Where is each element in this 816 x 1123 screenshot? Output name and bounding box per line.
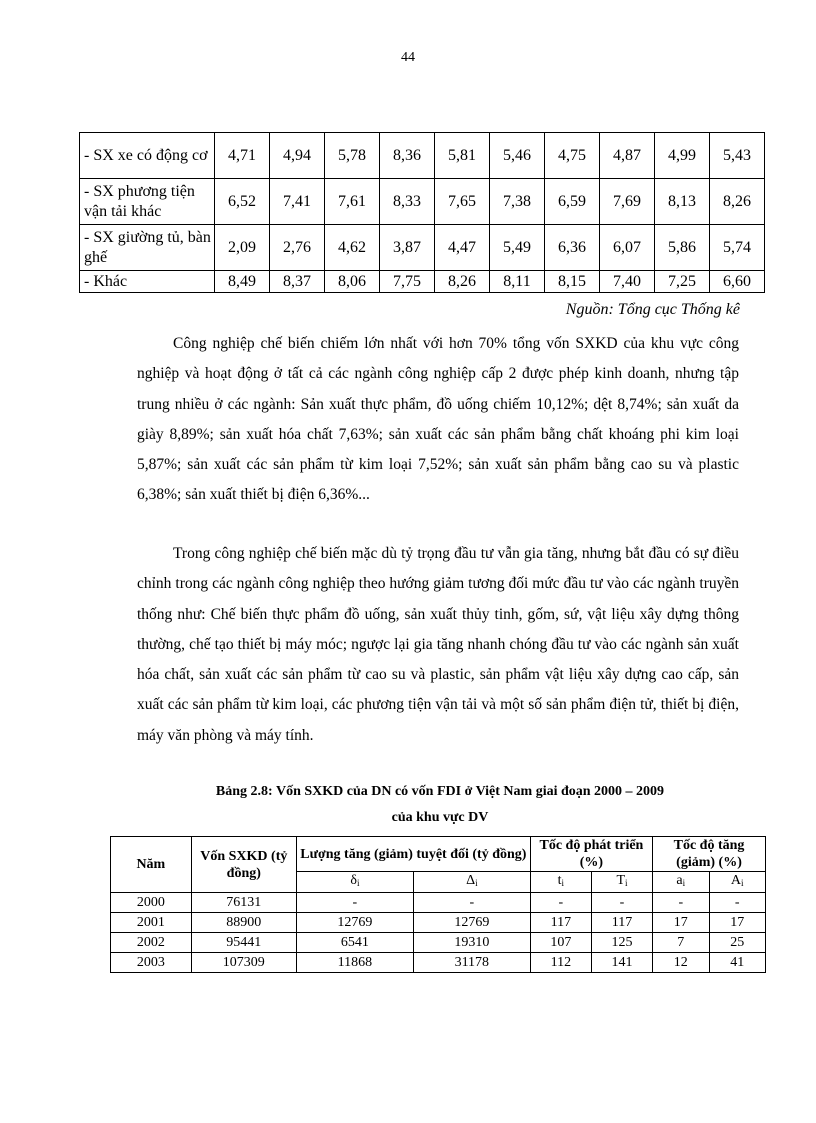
table-cell: 4,62 xyxy=(325,225,380,271)
table-cell-d: - xyxy=(296,893,413,913)
table-cell-t: - xyxy=(591,893,652,913)
table-cell: 8,37 xyxy=(270,271,325,293)
table-cell: 8,36 xyxy=(380,133,435,179)
table-cell: 8,26 xyxy=(710,179,765,225)
table-cell-capital: 107309 xyxy=(191,953,296,973)
table-cell-capital: 95441 xyxy=(191,933,296,953)
table-cell: 5,46 xyxy=(490,133,545,179)
header-absolute-change: Lượng tăng (giảm) tuyệt đối (tỷ đồng) xyxy=(296,837,530,872)
table-cell: 7,75 xyxy=(380,271,435,293)
table-cell: 4,71 xyxy=(215,133,270,179)
table-cell-d: - xyxy=(413,893,530,913)
table-cell-a: - xyxy=(653,893,709,913)
table-cell: 4,75 xyxy=(545,133,600,179)
table-cell: 8,06 xyxy=(325,271,380,293)
paragraph-investment-shift: Trong công nghiệp chế biến mặc dù tỷ trọng đầu tư vẫn gia tăng, nhưng bắt đầu có sự điều chỉnh trong các ngành công nghiệp theo hướng giảm tương đối mức đầu tư vào các ngành truyền thống như: Chế biến thực phẩm đồ uống, sản xuất thủy tinh, gốm, sứ, vật liệu xây dựng thông thường, chế tạo thiết bị máy móc; ngược lại gia tăng nhanh chóng đầu tư vào các ngành sản xuất hóa chất, sản xuất các sản phẩm từ cao su và plastic, sản phẩm vật liệu xây dựng cao cấp, sản xuất các sản phẩm từ kim loại, các phương tiện vận tải và một số sản phẩm điện tử, thiết bị điện, máy văn phòng và máy tính. xyxy=(137,545,739,744)
table-cell-d: 12769 xyxy=(296,913,413,933)
table-row xyxy=(111,893,766,913)
row-label: - SX giường tủ, bàn ghế xyxy=(80,225,215,271)
table-cell: 8,49 xyxy=(215,271,270,293)
table-cell-a: 17 xyxy=(653,913,709,933)
table-cell: 7,25 xyxy=(655,271,710,293)
table-cell: 4,99 xyxy=(655,133,710,179)
table-row xyxy=(80,271,765,293)
table-cell: 8,26 xyxy=(435,271,490,293)
table-cell: 7,38 xyxy=(490,179,545,225)
page-number: 44 xyxy=(401,50,415,65)
table-cell-t: 125 xyxy=(591,933,652,953)
table-cell-t: 112 xyxy=(530,953,591,973)
table-cell: 7,41 xyxy=(270,179,325,225)
table-cell: 5,86 xyxy=(655,225,710,271)
table-cell-a: 12 xyxy=(653,953,709,973)
table-cell: 5,74 xyxy=(710,225,765,271)
table-row xyxy=(80,179,765,225)
table-cell: 6,52 xyxy=(215,179,270,225)
header-a-big: $A_i$ xyxy=(709,872,766,893)
table-row xyxy=(111,913,766,933)
table-cell-d: 6541 xyxy=(296,933,413,953)
header-t-big: $T_i$ xyxy=(591,872,652,893)
table-cell-t: 117 xyxy=(530,913,591,933)
source-note: Nguồn: Tổng cục Thống kê xyxy=(565,301,740,318)
table-cell: 5,81 xyxy=(435,133,490,179)
table-cell: 5,49 xyxy=(490,225,545,271)
table-cell-year: 2003 xyxy=(111,953,192,973)
table-cell-d: 11868 xyxy=(296,953,413,973)
table-cell-a: 41 xyxy=(709,953,766,973)
table-cell: 2,09 xyxy=(215,225,270,271)
table-cell-t: 141 xyxy=(591,953,652,973)
table-cell-year: 2000 xyxy=(111,893,192,913)
row-label: - Khác xyxy=(80,271,215,293)
table-cell-a: 17 xyxy=(709,913,766,933)
table-cell-a: - xyxy=(709,893,766,913)
table-row xyxy=(111,933,766,953)
table-cell: 4,87 xyxy=(600,133,655,179)
table-cell: 7,65 xyxy=(435,179,490,225)
table-cell: 6,07 xyxy=(600,225,655,271)
table-cell: 8,13 xyxy=(655,179,710,225)
table-cell: 6,36 xyxy=(545,225,600,271)
table-cell-t: 107 xyxy=(530,933,591,953)
header-capital: Vốn SXKD (tỷ đồng) xyxy=(191,837,296,893)
table-cell: 8,15 xyxy=(545,271,600,293)
table-cell: 6,59 xyxy=(545,179,600,225)
table-cell: 7,69 xyxy=(600,179,655,225)
table-cell-a: 7 xyxy=(653,933,709,953)
table-cell-year: 2002 xyxy=(111,933,192,953)
header-development-rate: Tốc độ phát triển (%) xyxy=(530,837,652,872)
table-cell-a: 25 xyxy=(709,933,766,953)
table-caption: Bảng 2.8: Vốn SXKD của DN có vốn FDI ở Việt Nam giai đoạn 2000 – 2009 xyxy=(215,784,665,799)
table-cell-capital: 88900 xyxy=(191,913,296,933)
header-delta-big: $\Delta_i$ xyxy=(413,872,530,893)
table-cell-year: 2001 xyxy=(111,913,192,933)
table-cell: 7,40 xyxy=(600,271,655,293)
table-cell-capital: 76131 xyxy=(191,893,296,913)
table-cell: 4,47 xyxy=(435,225,490,271)
table-cell: 3,87 xyxy=(380,225,435,271)
table-cell: 4,94 xyxy=(270,133,325,179)
header-delta-small: $\delta_i$ xyxy=(296,872,413,893)
header-growth-rate: Tốc độ tăng (giảm) (%) xyxy=(653,837,766,872)
paragraph-processing-industry: Công nghiệp chế biến chiếm lớn nhất với hơn 70% tổng vốn SXKD của khu vực công nghiệp và hoạt động ở tất cả các ngành công nghiệp cấp 2 được phép kinh doanh, nhưng tập trung nhiều ở các ngành: Sản xuất thực phẩm, đồ uống chiếm 10,12%; dệt 8,74%; sản xuất da giày 8,89%; sản xuất hóa chất 7,63%; sản xuất các sản phẩm bằng chất khoáng phi kim loại 5,87%; sản xuất các sản phẩm từ kim loại 7,52%; sản xuất sản phẩm bằng cao su và plastic 6,38%; sản xuất thiết bị điện 6,36%... xyxy=(137,335,739,504)
table-cell: 5,78 xyxy=(325,133,380,179)
table-cell: 8,11 xyxy=(490,271,545,293)
table-row xyxy=(111,953,766,973)
table-row xyxy=(80,225,765,271)
header-t-small: $t_i$ xyxy=(530,872,591,893)
table-row xyxy=(80,133,765,179)
table-cell-d: 12769 xyxy=(413,913,530,933)
table-cell-d: 31178 xyxy=(413,953,530,973)
fdi-capital-table xyxy=(110,836,766,973)
table-cell: 2,76 xyxy=(270,225,325,271)
table-cell-t: - xyxy=(530,893,591,913)
row-label: - SX xe có động cơ xyxy=(80,133,215,179)
row-label: - SX phương tiện vận tải khác xyxy=(80,179,215,225)
header-a-small: $a_i$ xyxy=(653,872,709,893)
table-cell: 7,61 xyxy=(325,179,380,225)
table-cell: 6,60 xyxy=(710,271,765,293)
table-caption-subtitle: của khu vực DV xyxy=(391,810,489,825)
table-cell-t: 117 xyxy=(591,913,652,933)
table-cell: 8,33 xyxy=(380,179,435,225)
industry-share-table xyxy=(79,132,765,293)
table-cell-d: 19310 xyxy=(413,933,530,953)
header-year: Năm xyxy=(111,837,192,893)
table-cell: 5,43 xyxy=(710,133,765,179)
